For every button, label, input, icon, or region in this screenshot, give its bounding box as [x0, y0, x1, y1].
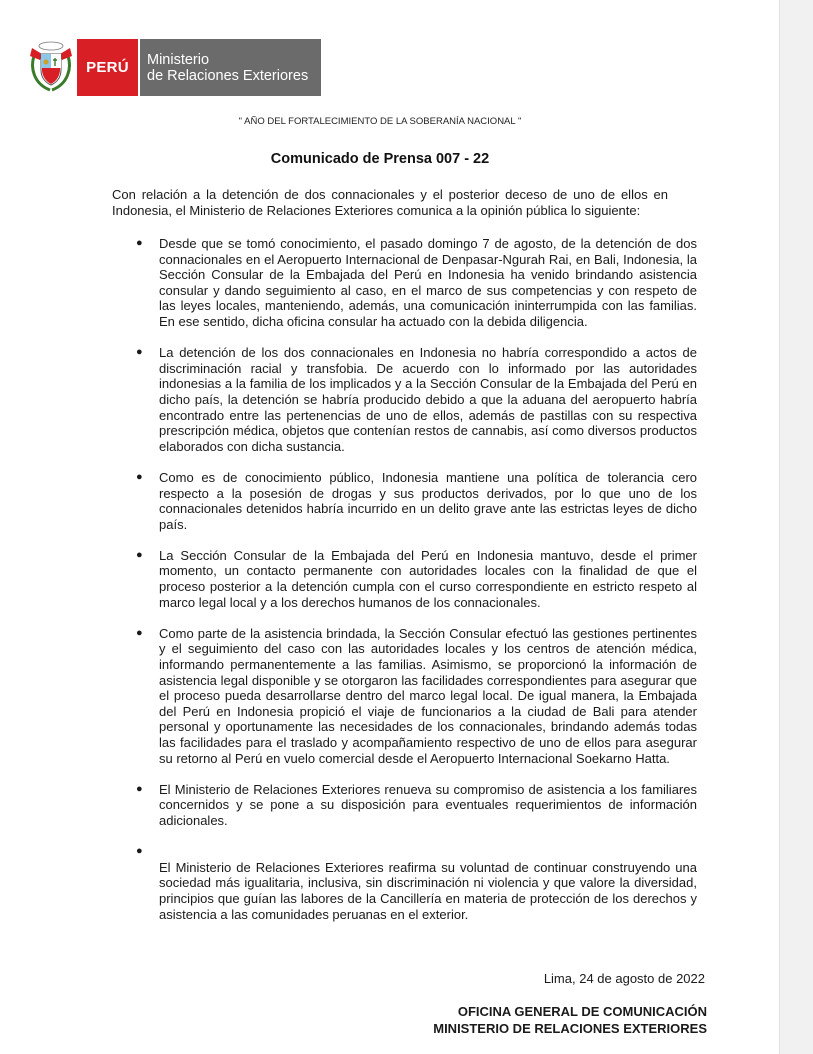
- bullet-icon: ●: [136, 470, 143, 483]
- year-motto: " AÑO DEL FORTALECIMIENTO DE LA SOBERANÍA NACIONAL ": [238, 116, 522, 127]
- press-release-title: Comunicado de Prensa 007 - 22: [270, 151, 490, 167]
- list-item: [136, 781, 697, 829]
- list-item-text: El Ministerio de Relaciones Exteriores reafirma su voluntad de continuar construyendo una sociedad más igualitaria, inclusiva, sin discriminación ni violencia y que valore la diversidad, principios que guían las labores de la Cancillería en materia de protección de los derechos y asistencia a las comunidades peruanas en el exterior.: [159, 859, 697, 922]
- coat-of-arms-icon: [28, 38, 74, 94]
- list-item: [159, 860, 697, 922]
- peru-logo: [77, 39, 138, 96]
- office-line-1: OFICINA GENERAL DE COMUNICACIÓN: [457, 1004, 707, 1019]
- ministry-logo: [140, 39, 321, 96]
- bullet-icon: ●: [136, 346, 143, 359]
- list-item: [136, 345, 697, 454]
- ministry-line-2: de Relaciones Exteriores: [147, 67, 309, 84]
- list-item-text: La detención de los dos connacionales en Indonesia no habría correspondido a actos de discriminación racial y transfobia. De acuerdo con lo informado por las autoridades indonesias a la familia de los implicados y a la Sección Consular de la Embajada del Perú en dicho país, la detención se habría producido debido a que la aduana del aeropuerto habría encontrado entre las pertenencias de uno de ellos, además de pastillas con su respectiva prescripción médica, objetos que contenían restos de cannabis, así como diversos productos elaborados con dicha sustancia.: [159, 345, 697, 454]
- right-panel: [779, 0, 813, 1054]
- bullet-icon: ●: [136, 845, 143, 858]
- list-item-text: Como es de conocimiento público, Indonesia mantiene una política de tolerancia cero respecto a la posesión de drogas y sus productos derivados, por lo que uno de los connacionales detenidos habría incurrido en un delito grave ante las estrictas leyes de dicho país.: [159, 469, 697, 532]
- list-item: [136, 236, 697, 330]
- list-item-text: Como parte de la asistencia brindada, la Sección Consular efectuó las gestiones pertinentes y el seguimiento del caso con las autoridades locales y los centros de atención médica, informando permanentemente a las familias. Asimismo, se proporcionó la información de asistencia legal disponible y se otorgaron las facilidades correspondientes para asegurar que el proceso pueda desarrollarse dentro del marco legal local. De igual manera, la Embajada del Perú en Indonesia propició el viaje de funcionarios a la ciudad de Bali para atender personal y oportunamente las necesidades de los connacionales, brindando además todas las facilidades para el traslado y acompañamiento respectivo de uno de ellos para asegurar su retorno al Perú en vuelo comercial desde el Aeropuerto Internacional Soekarno Hatta.: [159, 625, 697, 766]
- intro-paragraph: Con relación a la detención de dos connacionales y el posterior deceso de uno de ellos en Indonesia, el Ministerio de Relaciones Exteriores comunica a la opinión pública lo siguiente:: [112, 187, 668, 218]
- issuing-office: [433, 1004, 707, 1037]
- ministry-line-1: Ministerio: [147, 51, 210, 68]
- list-item-text: Desde que se tomó conocimiento, el pasado domingo 7 de agosto, de la detención de dos connacionales en el Aeropuerto Internacional de Denpasar-Ngurah Rai, en Bali, Indonesia, la Sección Consular de la Embajada del Perú en Indonesia ha venido brindando asistencia consular y dando seguimiento al caso, en el marco de sus competencias y con respeto de las leyes locales, manteniendo, además, una comunicación ininterrumpida con las familias. En ese sentido, dicha oficina consular ha actuado con la debida diligencia.: [159, 236, 697, 329]
- bullet-icon: ●: [136, 626, 143, 639]
- list-item-text: La Sección Consular de la Embajada del Perú en Indonesia mantuvo, desde el primer momento, un contacto permanente con autoridades locales con la finalidad de que el proceso posterior a la detención cumpla con el curso correspondiente en estricto respeto al marco legal local y a los derechos humanos de los connacionales.: [159, 547, 697, 610]
- office-line-2: MINISTERIO DE RELACIONES EXTERIORES: [433, 1020, 707, 1036]
- bullet-icon: ●: [136, 237, 143, 249]
- country-label: PERÚ: [86, 59, 129, 76]
- list-item: [136, 469, 697, 532]
- list-item: [136, 625, 697, 766]
- list-item: [136, 547, 697, 610]
- bullet-icon: ●: [136, 782, 143, 795]
- list-item-empty: [136, 844, 697, 860]
- place-date: Lima, 24 de agosto de 2022: [543, 971, 705, 986]
- bullet-icon: ●: [136, 548, 143, 561]
- list-item-text: El Ministerio de Relaciones Exteriores renueva su compromiso de asistencia a los familiares concernidos y se pone a su disposición para eventuales requerimientos de información adicionales.: [159, 781, 697, 828]
- statement-list: [136, 236, 697, 922]
